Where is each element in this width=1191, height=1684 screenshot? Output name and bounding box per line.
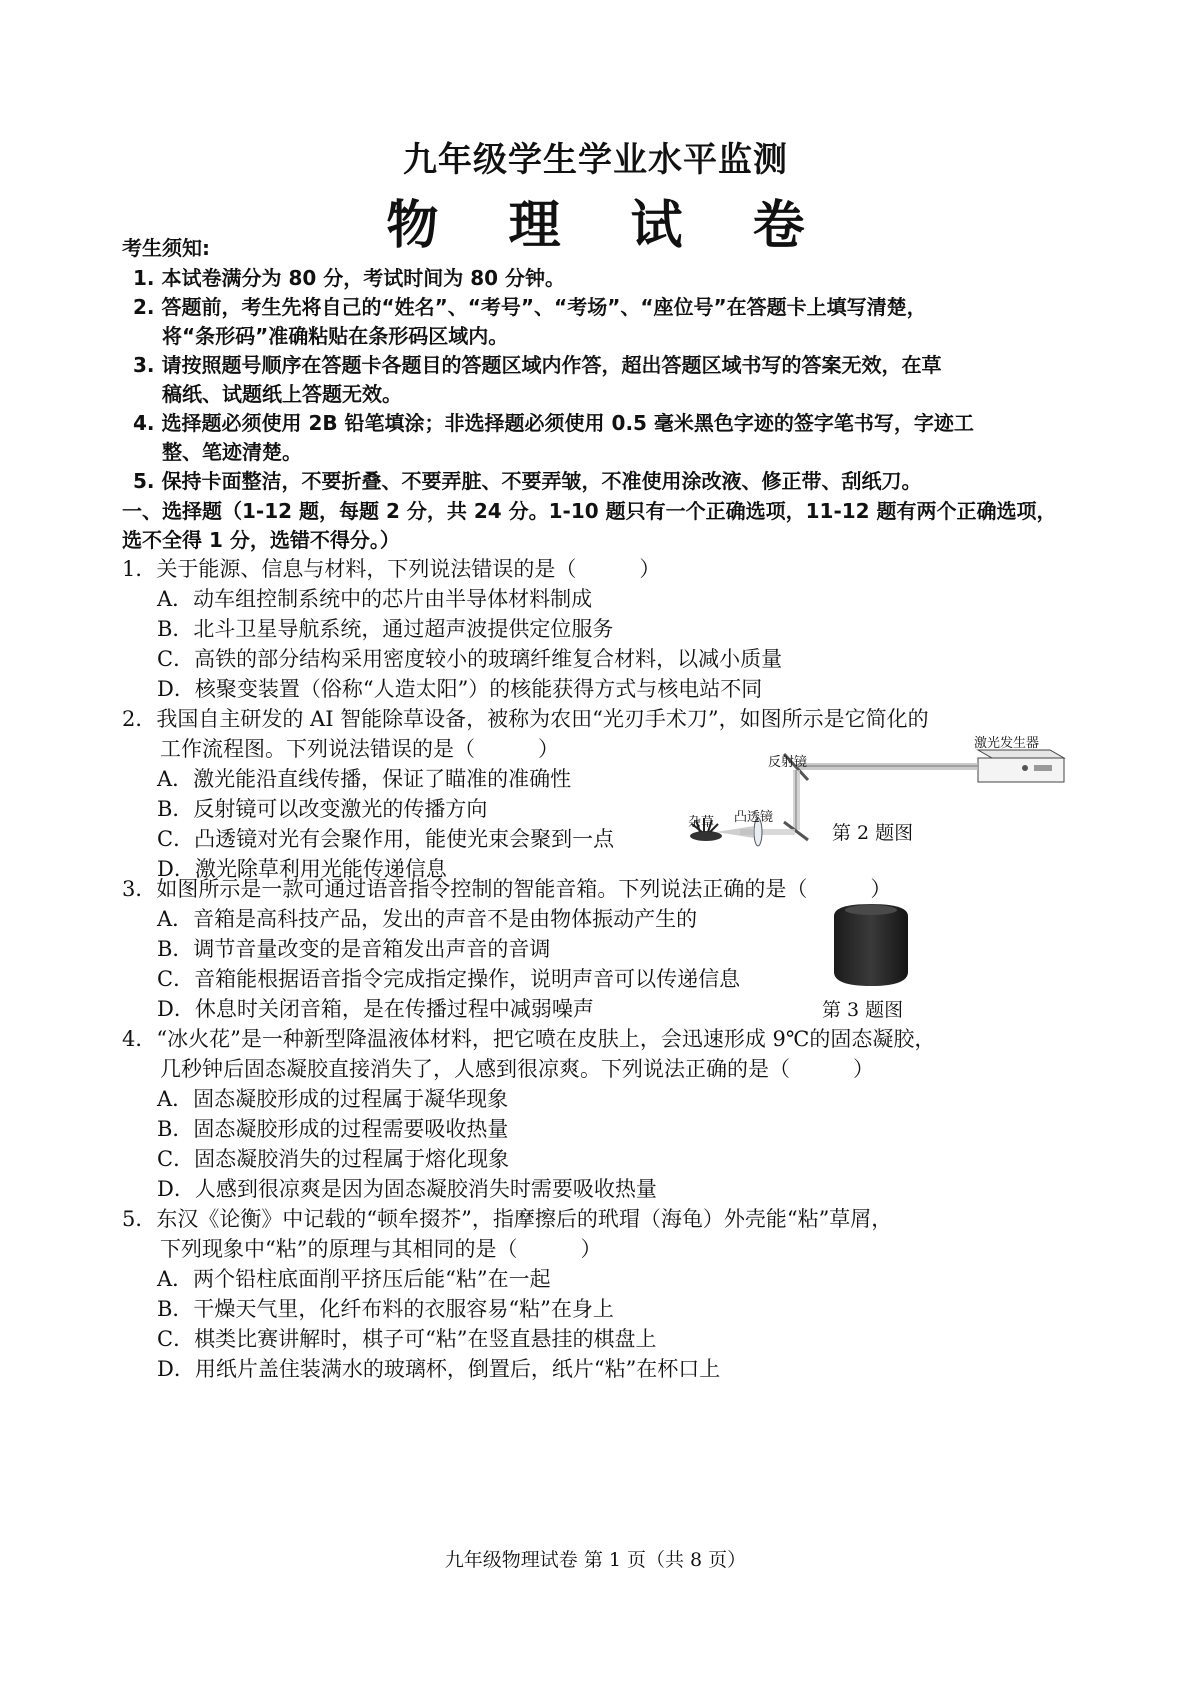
weed-label: 杂草 (688, 815, 715, 830)
option: D．激光除草利用光能传递信息 (157, 857, 447, 881)
option: B．调节音量改变的是音箱发出声音的音调 (157, 937, 551, 961)
figure-caption: 第 2 题图 (832, 822, 914, 844)
question-stem: 1．关于能源、信息与材料，下列说法错误的是（ ） (122, 557, 661, 581)
option: B．反射镜可以改变激光的传播方向 (157, 797, 488, 821)
option: B．固态凝胶形成的过程需要吸收热量 (157, 1117, 509, 1141)
smart-speaker-icon (826, 902, 916, 990)
option: A．音箱是高科技产品，发出的声音不是由物体振动产生的 (157, 907, 698, 931)
option: D．用纸片盖住装满水的玻璃杯，倒置后，纸片“粘”在杯口上 (157, 1357, 721, 1381)
question-stem: 4．“冰火花”是一种新型降温液体材料，把它喷在皮肤上，会迅速形成 9℃的固态凝胶， (122, 1027, 936, 1051)
section-header-line: 一、选择题（1-12 题，每题 2 分，共 24 分。1-10 题只有一个正确选项，11-12 题有两个正确选项， (122, 499, 1057, 523)
page-footer: 九年级物理试卷 第 1 页（共 8 页） (444, 1549, 747, 1571)
laser-generator-label: 激光发生器 (974, 736, 1040, 751)
notice-line: 4. 选择题必须使用 2B 铅笔填涂；非选择题必须使用 0.5 毫米黑色字迹的签字笔书写，字迹工 (133, 411, 974, 435)
option: C．棋类比赛讲解时，棋子可“粘”在竖直悬挂的棋盘上 (157, 1327, 657, 1351)
mirror-label: 反射镜 (768, 755, 808, 770)
notice-line: 将“条形码”准确粘贴在条形码区域内。 (162, 324, 509, 348)
option: D．人感到很凉爽是因为固态凝胶消失时需要吸收热量 (157, 1177, 657, 1201)
question-stem: 下列现象中“粘”的原理与其相同的是（ ） (160, 1237, 602, 1261)
notice-heading: 考生须知: (122, 236, 210, 260)
question-stem: 工作流程图。下列说法错误的是（ ） (160, 737, 559, 761)
option: D．休息时关闭音箱，是在传播过程中减弱噪声 (157, 997, 594, 1021)
option: D．核聚变装置（俗称“人造太阳”）的核能获得方式与核电站不同 (157, 677, 763, 701)
lens-label: 凸透镜 (734, 810, 774, 825)
question-stem: 3．如图所示是一款可通过语音指令控制的智能音箱。下列说法正确的是（ ） (122, 877, 892, 901)
option: A．激光能沿直线传播，保证了瞄准的准确性 (157, 767, 572, 791)
figure-caption: 第 3 题图 (822, 999, 904, 1021)
option: C．高铁的部分结构采用密度较小的玻璃纤维复合材料，以减小质量 (157, 647, 783, 671)
option: C．凸透镜对光有会聚作用，能使光束会聚到一点 (157, 827, 615, 851)
notice-line: 3. 请按照题号顺序在答题卡各题目的答题区域内作答，超出答题区域书写的答案无效，在草 (133, 353, 942, 377)
option: B．北斗卫星导航系统，通过超声波提供定位服务 (157, 617, 614, 641)
exam-subtitle: 物 理 试 卷 (386, 196, 831, 256)
notice-line: 2. 答题前，考生先将自己的“姓名”、“考号”、“考场”、“座位号”在答题卡上填写清楚， (133, 295, 927, 319)
question-stem: 几秒钟后固态凝胶直接消失了，人感到很凉爽。下列说法正确的是（ ） (160, 1057, 874, 1081)
exam-title: 九年级学生学业水平监测 (403, 140, 788, 180)
notice-line: 1. 本试卷满分为 80 分，考试时间为 80 分钟。 (133, 266, 565, 290)
option: A．动车组控制系统中的芯片由半导体材料制成 (157, 587, 593, 611)
notice-line: 稿纸、试题纸上答题无效。 (162, 382, 402, 406)
option: A．固态凝胶形成的过程属于凝华现象 (157, 1087, 509, 1111)
option: A．两个铅柱底面削平挤压后能“粘”在一起 (157, 1267, 551, 1291)
option: C．音箱能根据语音指令完成指定操作，说明声音可以传递信息 (157, 967, 741, 991)
option: C．固态凝胶消失的过程属于熔化现象 (157, 1147, 510, 1171)
laser-generator (978, 750, 1064, 782)
notice-line: 整、笔迹清楚。 (162, 440, 302, 464)
notice-line: 5. 保持卡面整洁，不要折叠、不要弄脏、不要弄皱，不准使用涂改液、修正带、刮纸刀。 (133, 469, 922, 493)
section-header-line: 选不全得 1 分，选错不得分。） (122, 528, 400, 552)
question-stem: 2．我国自主研发的 AI 智能除草设备，被称为农田“光刃手术刀”，如图所示是它简化的 (122, 707, 929, 731)
option: B．干燥天气里，化纤布料的衣服容易“粘”在身上 (157, 1297, 614, 1321)
question-stem: 5．东汉《论衡》中记载的“顿牟掇芥”，指摩擦后的玳瑁（海龟）外壳能“粘”草屑， (122, 1207, 893, 1231)
